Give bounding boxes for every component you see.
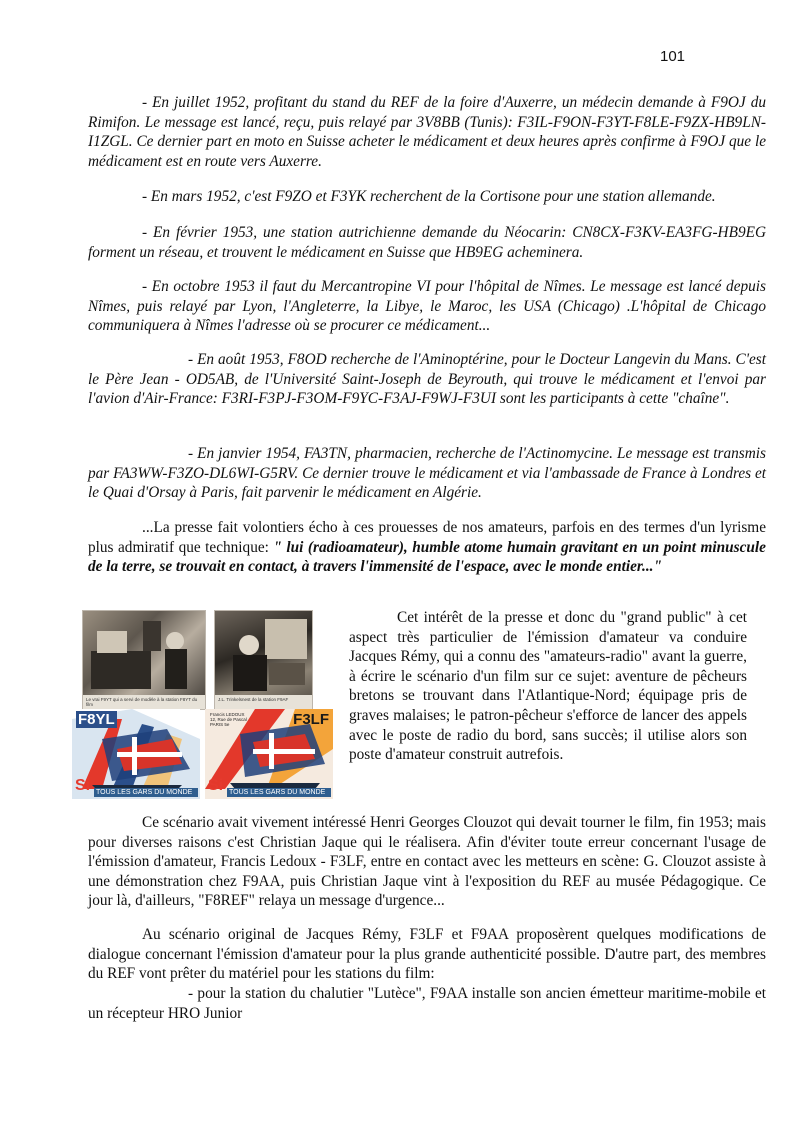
- page-number: 101: [660, 48, 686, 65]
- qsl-1-si: Si: [75, 777, 91, 794]
- paragraph-9: Ce scénario avait vivement intéressé Henri Georges Clouzot qui devait tourner le film, fin 1953; mais pour diverses raisons c'est Christian Jaque qui le réalisera. Afin d'éviter toute erreur concernant l'usage de l'émission d'amateur, Francis Ledoux - F3LF, entre en contact avec les metteurs en scène: G. Clouzot assiste à une démonstration chez F9AA, puis Christian Jaque vint à l'exposition du REF au musée Pédagogique. Ce jour là, d'ailleurs, "F8REF" relaya un message d'urgence...: [88, 814, 766, 910]
- qsl-card-f3lf: [205, 709, 333, 799]
- qsl-2-si: Si: [208, 777, 224, 794]
- paragraph-10: Au scénario original de Jacques Rémy, F3LF et F9AA proposèrent quelques modifications de dialogue concernant l'émission d'amateur pour la plus grande authenticité possible. D'autre part, des membres du REF vont prêter du matériel pour les stations du film:: [88, 926, 766, 983]
- qsl-2-banner: TOUS LES GARS DU MONDE: [227, 788, 331, 797]
- paragraph-3: - En février 1953, une station autrichienne demande du Néocarin: CN8CX-F3KV-EA3FG-HB9EG forment un réseau, et trouvent le médicament en Suisse que HB9EG acheminera.: [88, 224, 766, 261]
- paragraph-11: - pour la station du chalutier "Lutèce", F9AA installe son ancien émetteur maritime-mobile et un récepteur HRO Junior: [88, 985, 766, 1022]
- paragraph-8: Cet intérêt de la presse et donc du "grand public" à cet aspect très particulier de l'émission d'amateur va conduire Jacques Rémy, qui a connu des "amateurs-radio" avant la guerre, à écrire le scénario d'un film sur ce sujet: aventure de pêcheurs bretons se trouvant dans l'Atlantique-Nord; équipage pris de graves malaises; le patron-pêcheur s'efforce de lancer des appels avec le poste de radio du bord, sans succès; il utilise alors son poste d'amateur construit autrefois.: [349, 609, 747, 764]
- paragraph-7: ...La presse fait volontiers écho à ces prouesses de nos amateurs, parfois en des termes d'un lyrisme plus admiratif que technique: " lui (radioamateur), humble atome humain gravitant en un point minuscule de la terre, se trouvait en contact, à travers l'immensité de l'espace, avec le monde entier...": [88, 519, 766, 576]
- qsl-card-f8yl: [72, 709, 200, 799]
- photo-2-caption: J.L. Trinkelsnest de la station F9AF: [215, 695, 312, 709]
- press-quote: " lui (radioamateur), humble atome humain gravitant en un point minuscule de la terre, se trouvait en contact, à travers l'immensité de l'espace, avec le monde entier...": [88, 538, 766, 576]
- qsl-2-callsign: F3LF: [293, 711, 329, 728]
- photo-2-scene: [215, 611, 312, 695]
- paragraph-2: - En mars 1952, c'est F9ZO et F3YK recherchent de la Cortisone pour une station allemande.: [142, 188, 716, 205]
- paragraph-6: - En janvier 1954, FA3TN, pharmacien, recherche de l'Actinomycine. Le message est transmis par FA3WW-F3ZO-DL6WI-G5RV. Ce dernier trouve le médicament et via l'ambassade de France à Londres et le Quai d'Orsay à Paris, fait parvenir le médicament en Algérie.: [88, 445, 766, 502]
- radio-station-photo-1: [82, 610, 206, 710]
- paragraph-5: - En août 1953, F8OD recherche de l'Aminoptérine, pour le Docteur Langevin du Mans. C'est le Père Jean - OD5AB, de l'Université Saint-Joseph de Beyrouth, qui trouve le médicament et l'envoi par l'avion d'Air-France: F3RI-F3PJ-F3OM-F9YC-F3AJ-F9WJ-F3UI sont les participants à cette "chaîne".: [88, 351, 766, 408]
- photo-1-caption: Le vrai F9YT qui a servi de modèle à la station F8YT du film: [83, 695, 205, 709]
- qsl-2-address: Francis LEDOUX 12, Rue de Pascal PARIS 5e: [210, 712, 247, 727]
- paragraph-1: - En juillet 1952, profitant du stand du REF de la foire d'Auxerre, un médecin demande à F9OJ du Rimifon. Le message est lancé, reçu, puis relayé par 3V8BB (Tunis): F3IL-F9ON-F3YT-F8LE-F9ZX-HB9LN-I1ZGL. Ce dernier part en moto en Suisse acheter le médicament et deux heures après confirme à F9OJ que le médicament est en route vers Auxerre.: [88, 94, 766, 170]
- radio-station-photo-2: [214, 610, 313, 710]
- paragraph-4: - En octobre 1953 il faut du Mercantropine VI pour l'hôpital de Nîmes. Le message est lancé depuis Nîmes, puis relayé par Lyon, l'Angleterre, la Libye, le Maroc, les USA (Chicago) .L'hôpital de Chicago communiquera à Nîmes l'adresse où se procurer ce médicament...: [88, 278, 766, 335]
- photo-1-scene: [83, 611, 205, 695]
- qsl-1-banner: TOUS LES GARS DU MONDE: [94, 788, 198, 797]
- qsl-1-callsign: F8YL: [78, 711, 115, 728]
